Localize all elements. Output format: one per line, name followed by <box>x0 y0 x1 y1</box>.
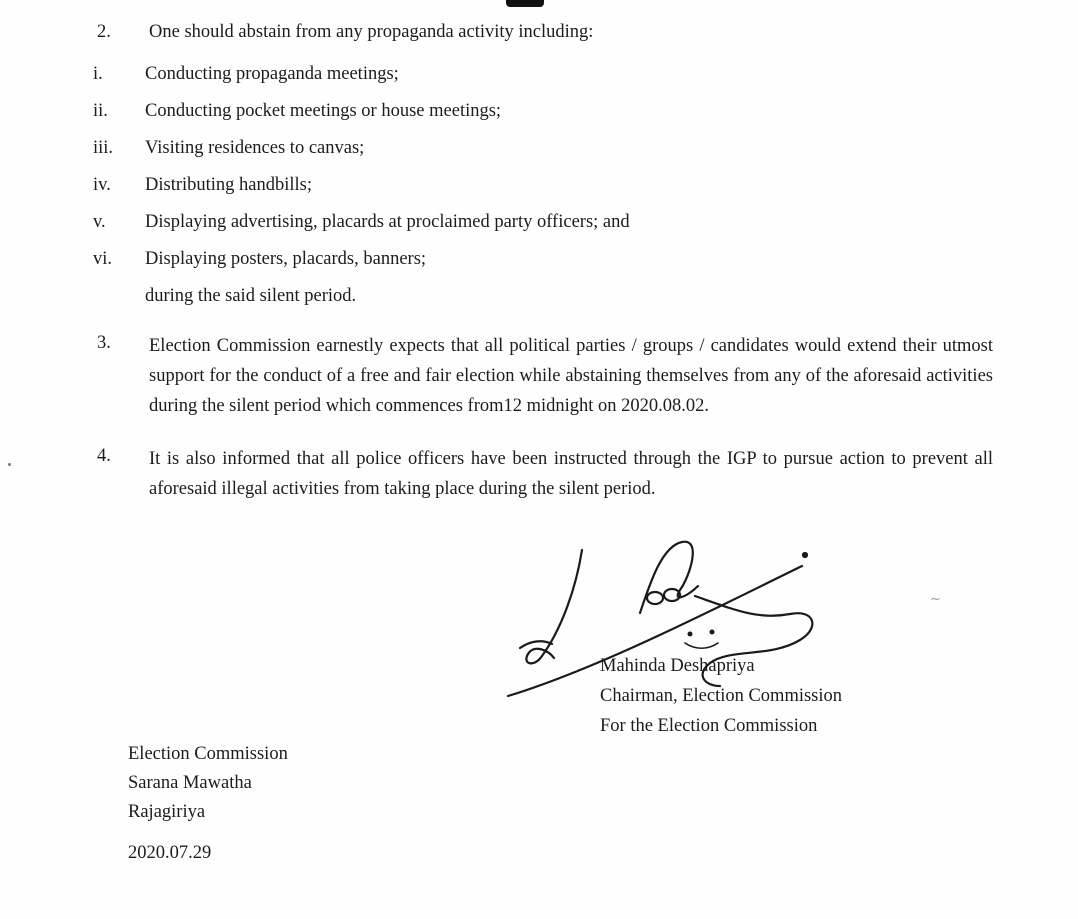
roman-marker-v: v. <box>93 212 106 232</box>
roman-item-i <box>93 62 993 86</box>
roman-text-iv: Distributing handbills; <box>145 175 313 195</box>
roman-text-v: Displaying advertising, placards at proclaimed party officers; and <box>145 212 630 232</box>
roman-text-ii: Conducting pocket meetings or house meetings; <box>145 101 502 121</box>
roman-text-i: Conducting propaganda meetings; <box>145 64 399 84</box>
roman-text-iii: Visiting residences to canvas; <box>145 138 365 158</box>
document-body <box>93 20 993 504</box>
roman-marker-iii: iii. <box>93 138 114 158</box>
document-date: 2020.07.29 <box>128 843 212 863</box>
signatory-block <box>600 651 842 741</box>
numbered-item-2 <box>93 20 993 44</box>
sender-address <box>128 740 288 827</box>
item-4-number: 4. <box>97 446 111 466</box>
item-3-number: 3. <box>97 333 111 353</box>
roman-text-vi: Displaying posters, placards, banners; <box>145 249 427 269</box>
address-line-2: Sarana Mawatha <box>128 773 252 793</box>
scan-artifact-tilde: ~ <box>930 592 941 607</box>
roman-list-footer: during the said silent period. <box>145 286 357 306</box>
roman-marker-ii: ii. <box>93 101 108 121</box>
roman-marker-i: i. <box>93 64 103 84</box>
roman-item-iv <box>93 173 993 197</box>
numbered-item-3 <box>93 331 993 421</box>
address-line-3: Rajagiriya <box>128 802 206 822</box>
item-2-text: One should abstain from any propaganda activity including: <box>149 22 594 42</box>
signatory-title: Chairman, Election Commission <box>600 686 843 706</box>
roman-item-v <box>93 210 993 234</box>
roman-item-iii <box>93 136 993 160</box>
signatory-for-line: For the Election Commission <box>600 716 818 736</box>
item-3-text: Election Commission earnestly expects that all political parties / groups / candidates would extend their utmost support for the conduct of a free and fair election while abstaining themselves from any of the aforesaid activities during the silent period which commences from12 midnight on 2020.08.02. <box>149 336 993 416</box>
roman-marker-vi: vi. <box>93 249 113 269</box>
item-2-number: 2. <box>97 22 111 42</box>
scan-artifact-dot <box>8 463 11 466</box>
item-4-text: It is also informed that all police officers have been instructed through the IGP to pursue action to prevent all aforesaid illegal activities from taking place during the silent period. <box>149 449 993 499</box>
roman-marker-iv: iv. <box>93 175 111 195</box>
roman-item-vi <box>93 247 993 271</box>
address-line-1: Election Commission <box>128 744 288 764</box>
roman-item-ii <box>93 99 993 123</box>
scan-artifact-top <box>506 0 544 7</box>
signatory-name: Mahinda Deshapriya <box>600 656 755 676</box>
numbered-item-4 <box>93 444 993 504</box>
